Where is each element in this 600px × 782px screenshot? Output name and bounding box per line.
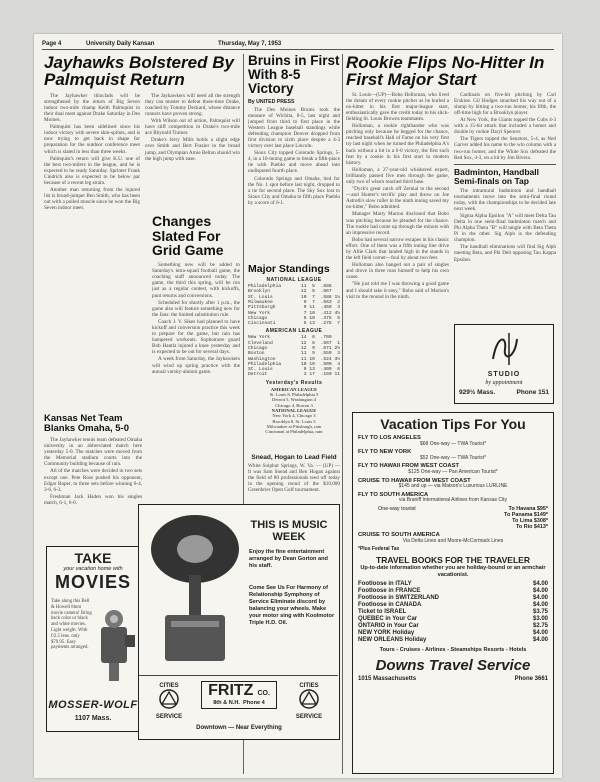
cities-service-logo-left: CITIES SERVICE: [155, 683, 183, 720]
rookie-headline: Rookie Flips No-Hitter In First Major Start: [346, 54, 545, 90]
standings-cell: 17: [309, 372, 315, 378]
result-line: Brooklyn 8, St. Louis 5: [272, 418, 316, 424]
studio-ad: [454, 324, 554, 404]
standings-cell: 5: [303, 321, 307, 327]
kansas-net-headline: Kansas Net Team Blanks Omaha, 5-0: [44, 414, 130, 434]
vacation-routes: [358, 435, 548, 504]
vacation-route: FLY TO NEW YORK: [358, 449, 412, 456]
standings-cell: 9: [303, 367, 307, 373]
standings-cell: 2: [337, 299, 340, 305]
cruise-south-america: CRUISE TO SOUTH AMERICA: [358, 531, 440, 538]
standings-cell: .571: [320, 345, 332, 351]
vacation-route: FLY TO LOS ANGELES: [358, 435, 421, 441]
snead-body: White Sulphur Springs, W. Va. — (UP) — It was Sam Snead and Ben Hogan against the field of 80 professionals teed off today in the opening round of the $10,000 Greenbrier Open Golf tournament.: [248, 463, 340, 494]
jayhawks-body-left: [44, 93, 140, 213]
story-paragraph: Holloman also banged out a pair of singles and drove in three runs himself to help his own cause.: [346, 262, 449, 281]
travel-book-row: Ticket to ISRAEL $3.75: [358, 609, 548, 616]
travel-book-row: QUEBEC in Your Car $3.00: [358, 616, 548, 623]
studio-monogram-icon: [485, 329, 525, 369]
standings-cell: 10: [301, 361, 307, 367]
tours-line: Tours - Cruises - Airlines - Steamships Resorts - Hotels: [379, 647, 527, 654]
vacation-headline: Vacation Tips For You: [380, 416, 526, 432]
south-america-fares: [358, 506, 548, 530]
story-paragraph: The Jayhawkers will need all the strength they can muster to defeat three-time Drake, coached by Tommy Deckard, whose distance runners have proven strong.: [145, 92, 240, 117]
movies-ad-movies: MOVIES: [54, 572, 131, 592]
story-paragraph: "He just told me I was throwing a good game and I should take it easy," Bobo said of Marion's visit to the mound in the ninth.: [346, 281, 449, 300]
jayhawks-headline: Jayhawks Bolstered By Palmquist Return: [44, 54, 234, 90]
standings-cell: 14: [301, 335, 307, 341]
team-name: Boston: [248, 351, 265, 357]
movies-ad-copy: Take along this Bell & Howell 8mm movie camera! Bring back color or black and white movies. Light weight. With f/2.5 lens. only $79.95. Easy payments arranged.: [51, 599, 92, 651]
travel-book-row: Footloose in SWITZERLAND $4.00: [358, 595, 548, 602]
standings-cell: 4½: [334, 310, 340, 316]
standings-cell: 9: [303, 305, 307, 311]
american-league-title: AMERICAN LEAGUE: [265, 328, 323, 335]
standings-cell: 6: [312, 289, 315, 295]
standings-cell: .550: [320, 351, 332, 357]
movies-ad: [46, 546, 140, 732]
standings-cell: 11: [301, 284, 307, 290]
badminton-body: [454, 188, 556, 263]
story-paragraph: Manager Marty Marion disclosed that Bobo was pitching because he pleaded for the chance. The rookie had come up through the minors with an impressive record.: [346, 211, 449, 236]
results-title: Yesterday's Results: [265, 379, 323, 386]
bruins-headline: Bruins in First With 8-5 Victory: [248, 54, 340, 97]
standings-cell: 6: [312, 340, 315, 346]
cardinals-body: [454, 92, 556, 161]
gramophone-icon: [145, 511, 241, 671]
fritz-logo: FRITZ CO. 8th & N.H. Phone 4: [201, 681, 277, 709]
vacation-route: CRUISE TO HAWAII FROM WEST COAST: [358, 477, 471, 484]
standings-cell: 3½: [334, 356, 340, 362]
standings-cell: 9: [312, 345, 315, 351]
standings-cell: .563: [320, 299, 332, 305]
bruins-body: [248, 107, 340, 207]
story-paragraph: Sioux City topped Colorado Springs, 5-4, in a 10-inning game to break a fifth-place tie with Pueblo and move ahead into undisputed fourth place.: [248, 150, 340, 175]
movies-ad-store: MOSSER-WOLF: [48, 699, 138, 711]
team-name: Pittsburgh: [248, 305, 276, 311]
vacation-route-detail: $125 One-way — Pan American Tourist*: [408, 468, 498, 475]
standings-cell: 4: [337, 361, 340, 367]
team-name: Chicago: [248, 345, 268, 351]
travel-books-title: TRAVEL BOOKS FOR THE TRAVELER: [376, 555, 530, 566]
team-name: Cincinnati: [248, 321, 276, 327]
standings-cell: 7: [312, 299, 315, 305]
result-line: NATIONAL LEAGUE: [271, 407, 317, 413]
team-name: Milwaukee: [248, 299, 273, 305]
standings-cell: .412: [320, 310, 332, 316]
fare-row: One-way tourist To Havana $95*: [378, 505, 548, 512]
story-paragraph: Palmquist has been sidelined since his indoor victory with severe shin-splints, and is now trying to get back in shape for preparation for the outdoor conference meet which is slated in less than three weeks.: [44, 124, 140, 155]
masthead: [42, 40, 554, 50]
story-paragraph: St. Louis—(UP)—Bobo Holloman, who lived the dream of every rookie pitcher as he hurled a no-hitter in his first major-league start, enthusiastically gave the credit today to his slick-fielding St. Louis Browns teammates.: [346, 91, 449, 123]
standings-cell: .688: [320, 284, 332, 290]
vacation-route-detail: via Braniff International Airlines from Kansas City: [398, 497, 507, 504]
standings-cell: 7: [312, 294, 315, 300]
story-paragraph: A week from Saturday, the Jayhawkers will wind up spring practice with the annual varsity-alumni game.: [152, 356, 240, 375]
standings-cell: 1½: [334, 294, 340, 300]
story-paragraph: All of the matches were decided in two sets except one. Pete Ross pushed his opponent, Edgar Roper, to three sets before winning 6-4, 3-6, 6-3.: [44, 468, 142, 493]
vacation-route-detail: $68 One-way — TWA Tourist*: [419, 440, 487, 447]
result-line: Detroit 5, Washington 4: [272, 397, 316, 403]
standings-cell: 6: [312, 335, 315, 341]
snead-story: [248, 454, 340, 498]
standings-cell: 3: [303, 372, 307, 378]
story-paragraph: At New York, the Giants topped the Cubs 4-3 with a 15-hit attack that included a homer and double by rookie Daryl Spencer.: [454, 117, 556, 136]
story-paragraph: The Des Moines Bruins took the measure of Wichita, 8-5, last night and jumped from third to first place in the Western League baseball standings while defending champion Denver dropped from first division to sixth place despite a 4-3 victory over last place Lincoln.: [248, 106, 340, 150]
badminton-headline: Badminton, Handball Semi-finals on Tap: [454, 166, 539, 186]
studio-line: by appointment: [485, 380, 523, 386]
vacation-route-detail: $52 One-way — TWA Tourist*: [419, 454, 487, 461]
team-name: St. Louis: [248, 367, 273, 373]
cities-service-logo-right: CITIES SERVICE: [295, 683, 323, 720]
story-paragraph: Sigma Alpha Epsilon "A" will meet Delta Tau Delta in one semi-final badminton match and Phi Alpha Theta "B" will tangle with Beta Theta Pi in the other. Sig Alph is the defending champion.: [454, 212, 556, 244]
music-ad-para1: Enjoy the fine entertainment arranged by Dean Gorton and his staff.: [249, 549, 328, 569]
story-paragraph: Holloman, a 27-year-old whiskered expert, brilliantly passed five men through the game, only two of whom reached third base.: [346, 166, 449, 185]
travel-book-row: NEW YORK Holiday $4.00: [358, 630, 548, 637]
newspaper-page: [34, 34, 562, 778]
story-paragraph: Scheduled for shortly after 1 p.m., the game also will feature something new for the fans: the limited substitution rule.: [152, 299, 240, 318]
column-rule: [342, 54, 343, 774]
result-line: New York 4, Chicago 3: [272, 413, 316, 419]
team-name: New York: [248, 310, 271, 316]
standings-row: [248, 321, 340, 326]
result-line: Chicago 4, Boston 3: [275, 402, 313, 408]
music-week-ad: [138, 504, 340, 740]
story-paragraph: With Wilson out of action, Palmquist will have stiff competition in Drake's two-mile ace Rhynold Trainer.: [145, 118, 240, 137]
standings-cell: .667: [320, 340, 332, 346]
cities-service-triangle-icon: [159, 689, 179, 709]
fare-row: To Lima $308*: [512, 517, 548, 524]
story-paragraph: Colorado Springs and Omaha, tied for the No. 1 spot before last night, dropped to a tie for second place. The Sky Sox lost to Sioux City and Omaha to fifth place Pueblo by a score of 6-1.: [248, 175, 340, 206]
studio-contact: 929½ Mass. Phone 151: [459, 389, 549, 396]
changes-body: [152, 262, 240, 375]
kansas-net-story: [44, 414, 142, 542]
standings-cell: 11: [334, 372, 340, 378]
story-paragraph: Palmquist's return will give K.U. one of the best two-milers in the league, and he is expected to be ready Saturday. Sprinter Frank Cindrich also is expected to be below par because of a recent leg strain.: [44, 155, 140, 186]
standings-cell: 6: [337, 367, 340, 373]
fare-row: To Rio $413*: [516, 523, 548, 530]
rookie-body-right: [454, 92, 556, 301]
standings-cell: 4: [337, 305, 340, 311]
story-paragraph: The intramural badminton and handball tournaments move into the semi-final round today, with the championships to be decided late next week.: [454, 187, 556, 212]
story-divider: [454, 164, 556, 165]
story-paragraph: The handball eliminations will find Sig Alph meeting Beta, and Phi Delt opposing Tau Kappa Epsilon.: [454, 244, 556, 263]
standings-cell: 9: [312, 351, 315, 357]
standings-cell: 6: [303, 315, 307, 321]
national-standings-table: [248, 284, 340, 326]
vacation-route: FLY TO HAWAII FROM WEST COAST: [358, 463, 460, 470]
jayhawks-columns: [44, 93, 240, 213]
story-paragraph: Drake's Jerry Mills holds a slight edge over Smith and Bert Frazier in the broad jump, and Olympian Arnie Belton should win the high jump with ease.: [145, 137, 240, 162]
standings-cell: 7: [337, 321, 340, 327]
story-paragraph: Cardinals on five-hit pitching by Carl Erskine. Gil Hodges smacked his way out of a slump by hitting a two-run homer, his fifth, the off-time high for a Brooklyn player.: [454, 91, 556, 116]
story-paragraph: Holloman, a rookie righthander who was pitching only because he begged for the chance, reached baseball's Hall of Fame on his very first try last night when he turned the Philadelphia A's back without a hit in a 6-0 victory, the first such feat by a rookie in his first start in modern history.: [346, 123, 449, 166]
standings-cell: 11: [301, 356, 307, 362]
standings-cell: 10: [309, 315, 315, 321]
standings-cell: 13: [309, 321, 315, 327]
team-name: Philadelphia: [248, 284, 282, 290]
team-name: Cleveland: [248, 340, 273, 346]
story-paragraph: The Jayhawker thinclads will be strengthened by the return of Big Seven indoor two-mile champ Keith Palmquist in their dual meet against Drake Saturday in Des Moines.: [44, 92, 140, 124]
story-paragraph: Another man returning from the injured list is broad-jumper Ben Smith, who has been out with a pulled muscle since he won the Big Seven indoor meet.: [44, 187, 140, 212]
kansas-net-body: [44, 437, 142, 506]
studio-name: STUDIO: [487, 371, 521, 378]
story-paragraph: Something new will be added to Saturday's intra-squad football game, the coaching staff announced today. The game, the third this spring, will be run just as a regular contest, with kickoffs, punt returns and conversions.: [152, 262, 240, 299]
travel-books-list: [358, 581, 548, 644]
standings-cell: .500: [320, 361, 332, 367]
standings-cell: 3: [337, 351, 340, 357]
downs-travel-name: Downs Travel Service: [375, 656, 531, 674]
standings-cell: 12: [301, 340, 307, 346]
story-paragraph: Coach J. V. Sikes had planned to have kickoff and conversion practice this week to prepare for the game, but rain has hampered workouts. Sophomore guard Bob Hantla injured a knee yesterday and is expected to be out for several days.: [152, 318, 240, 356]
page-number: Page 4: [42, 41, 62, 47]
standings-cell: .700: [320, 335, 332, 341]
national-league-title: NATIONAL LEAGUE: [266, 277, 322, 284]
american-standings-table: [248, 335, 340, 377]
music-ad-footer: Downtown — Near Everything: [196, 725, 282, 731]
standings-cell: 2½: [334, 345, 340, 351]
story-paragraph: Freshman Jack Haden won his singles match, 6-1, 6-0.: [44, 493, 142, 506]
standings-cell: 10: [309, 356, 315, 362]
vacation-route: FLY TO SOUTH AMERICA: [358, 491, 429, 498]
standings-cell: 5: [337, 315, 340, 321]
standings-cell: .278: [320, 321, 332, 327]
result-line: St. Louis 8, Philadelphia 5: [269, 392, 319, 398]
rookie-columns: [346, 92, 556, 301]
standings-cell: .450: [320, 305, 332, 311]
travel-book-row: ONTARIO in Your Car $2.75: [358, 623, 548, 630]
team-name: New York: [248, 335, 271, 341]
fare-row: To Panama $149*: [504, 511, 548, 518]
standings-cell: .409: [320, 367, 332, 373]
rookie-body-left: [346, 92, 449, 301]
paper-name: University Daily Kansan: [86, 41, 155, 47]
standings-cell: 5: [312, 284, 315, 290]
standings-cell: 12: [301, 289, 307, 295]
music-ad-para2: Come See Us For Harmony of Relationship Symphony of Service Eliminate discord by balancing your wheels. Make your motor sing with Koolmotor Triple H.D. Oil.: [249, 585, 335, 626]
standings-cell: .667: [320, 289, 332, 295]
movies-ad-line: your vacation home with: [63, 566, 123, 572]
standings-cell: 11: [301, 351, 307, 357]
downs-travel-contact: 1015 Massachusetts Phone 3661: [358, 675, 548, 682]
music-ad-headline: THIS IS MUSIC WEEK: [250, 519, 328, 543]
standings-cell: 1: [337, 340, 340, 346]
story-paragraph: The Jayhawker tennis team defeated Omaha university in an abbreviated match here yesterday 5-0. The matches were moved from the Memorial stadium courts into the Community building because of rain.: [44, 436, 142, 468]
major-standings: [248, 264, 340, 454]
standings-cell: 9: [303, 299, 307, 305]
result-line: Milwaukee at Pittsburgh, rain: [266, 423, 322, 429]
changes-headline: Changes Slated For Grid Game: [152, 214, 224, 259]
result-line: AMERICAN LEAGUE: [270, 386, 318, 392]
standings-cell: .524: [320, 356, 332, 362]
standings-cell: 12: [301, 345, 307, 351]
bruins-byline: By UNITED PRESS: [248, 98, 295, 105]
standings-cell: 10: [309, 310, 315, 316]
vacation-ad: [352, 412, 554, 774]
standings-cell: .588: [320, 294, 332, 300]
team-name: Philadelphia: [248, 361, 282, 367]
travel-book-row: Footloose in CANADA $4.00: [358, 602, 548, 609]
team-name: Brooklyn: [248, 289, 271, 295]
team-name: Washington: [248, 356, 276, 362]
team-name: St. Louis: [248, 294, 273, 300]
travel-books-sub: Up-to-date information whether you are holiday-bound or an armchair vacationist.: [360, 565, 546, 578]
story-paragraph: "Dyck's great catch off Zernial to the second—and Hunter's terrific play and throw on Joe Astroth's slow roller in the ninth inning saved my no-hitter," Bobo admitted.: [346, 186, 449, 211]
story-paragraph: The Tigers topped the Senators, 5-4, as Ned Garver added his name to the win column with a two-run homer, and the White Sox defeated the Red Sox, 4-3, on a hit by Jim Rivera.: [454, 136, 556, 161]
standings-cell: 7: [303, 310, 307, 316]
movies-ad-address: 1107 Mass.: [74, 715, 112, 722]
standings-cell: 11: [309, 305, 315, 311]
standings-cell: .375: [320, 315, 332, 321]
standings-headline: Major Standings: [248, 264, 330, 275]
cruise-sub: Via Delta Lines and Moore-McCormack Lines: [402, 537, 504, 544]
standings-cell: 10: [309, 361, 315, 367]
jayhawks-body-right: [145, 93, 240, 213]
vacation-route-detail: $145 and up — via Matson's Luxurious LURLINE: [398, 483, 508, 490]
movie-camera-icon: [95, 607, 137, 685]
movies-ad-take: TAKE: [74, 550, 112, 566]
team-name: Detroit: [248, 372, 268, 378]
bruins-story: [248, 54, 340, 214]
results-list: [248, 387, 340, 435]
changes-story: [152, 214, 240, 504]
standings-cell: 13: [309, 367, 315, 373]
cities-service-triangle-icon: [299, 689, 319, 709]
standings-cell: .150: [320, 372, 332, 378]
ad-divider: [139, 675, 338, 676]
travel-book-row: Footloose in ITALY $4.00: [358, 581, 548, 588]
snead-headline: Snead, Hogan to Lead Field: [251, 454, 337, 461]
tax-note: *Plus Federal Tax: [358, 546, 400, 553]
travel-book-row: NEW ORLEANS Holiday $4.00: [358, 637, 548, 644]
standings-row: [248, 372, 340, 377]
team-name: Chicago: [248, 315, 268, 321]
issue-date: Thursday, May 7, 1953: [218, 41, 282, 47]
standings-cell: 10: [301, 294, 307, 300]
result-line: Cincinnati at Philadelphia, rain: [265, 429, 323, 435]
travel-book-row: Footloose in FRANCE $4.00: [358, 588, 548, 595]
story-paragraph: Bobo had several narrow escapes in his classic effort. One of them was a fifth inning line drive by Allie Clark that landed high in the stands in the left field corner—foul by about two feet.: [346, 236, 449, 262]
